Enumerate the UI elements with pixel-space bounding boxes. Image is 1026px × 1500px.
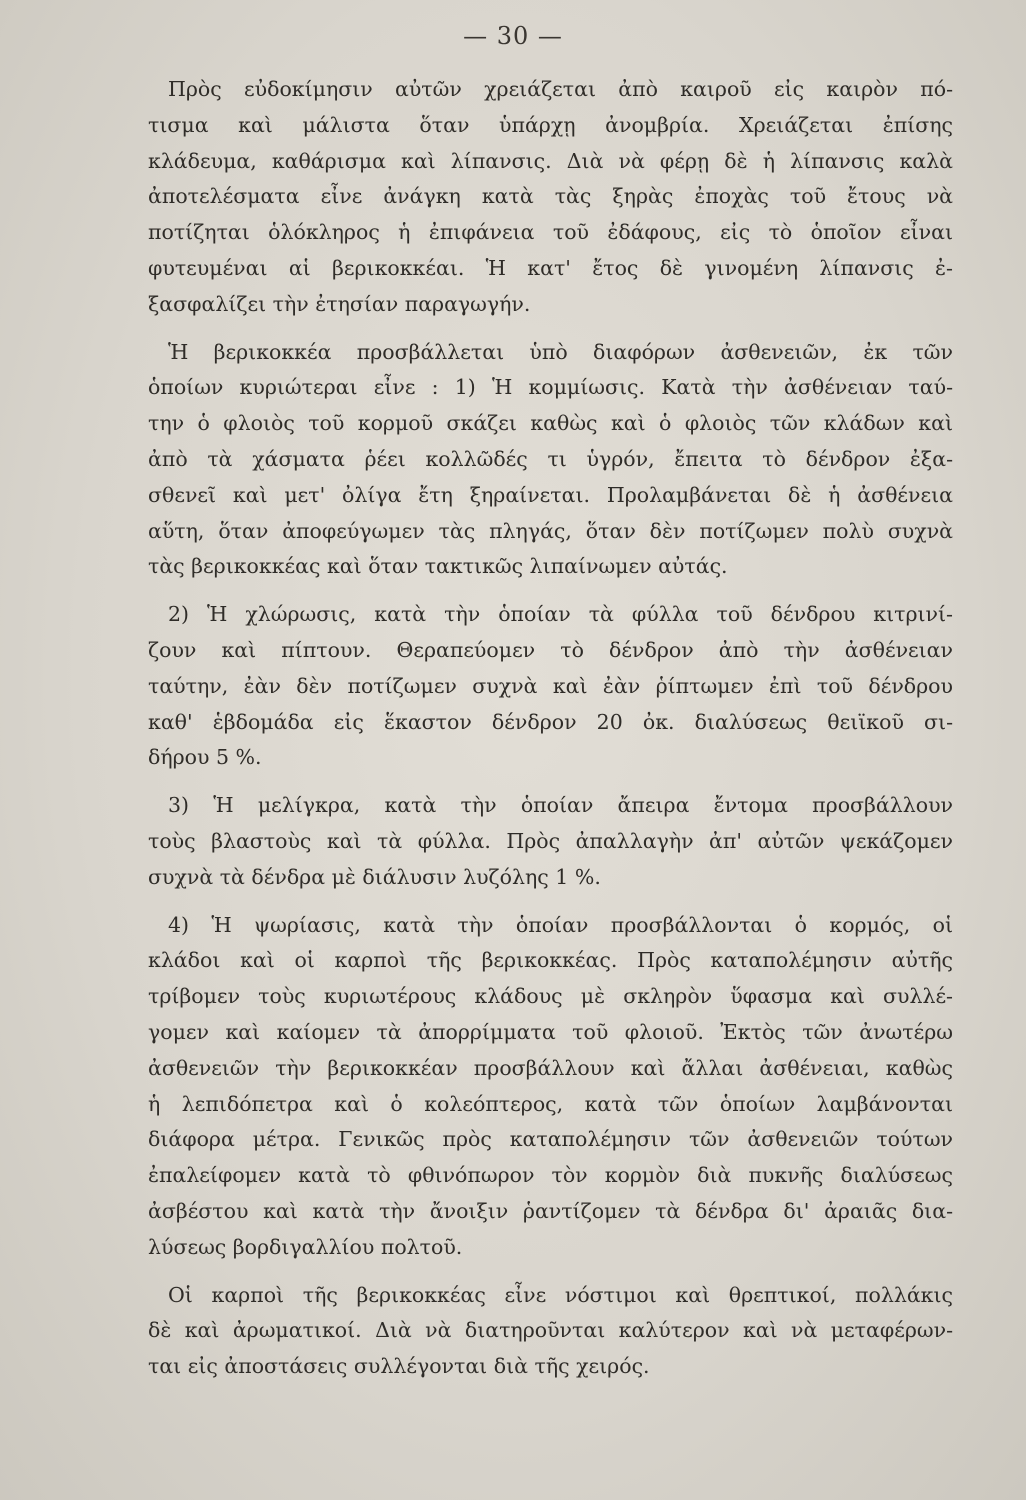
text-line: 2) Ἡ χλώρωσις, κατὰ τὴν ὁποίαν τὰ φύλλα τοῦ δένδρου κιτρινί-: [168, 602, 953, 627]
text-line: ξασφαλίζει τὴν ἐτησίαν παραγωγήν.: [148, 291, 531, 316]
paragraph-scab: [148, 908, 953, 1266]
text-line: κλάδευμα, καθάρισμα καὶ λίπανσις. Διὰ νὰ φέρῃ δὲ ἡ λίπανσις καλὰ: [148, 148, 953, 173]
text-line: 3) Ἡ μελίγκρα, κατὰ τὴν ὁποίαν ἄπειρα ἔντομα προσβάλλουν: [168, 793, 953, 818]
text-line: ἀσβέστου καὶ κατὰ τὴν ἄνοιξιν ῥαντίζομεν τὰ δένδρα δι' ἀραιᾶς δια-: [148, 1198, 953, 1223]
text-line: τρίβομεν τοὺς κυριωτέρους κλάδους μὲ σκληρὸν ὕφασμα καὶ συλλέ-: [148, 984, 953, 1009]
text-line: λύσεως βορδιγαλλίου πολτοῦ.: [148, 1234, 463, 1259]
text-line: δήρου 5 %.: [148, 745, 262, 770]
page-number: — 30 —: [463, 22, 563, 50]
text-line: ται εἰς ἀποστάσεις συλλέγονται διὰ τῆς χειρός.: [148, 1354, 650, 1379]
body-text: [148, 72, 953, 1385]
text-line: ἐπαλείφομεν κατὰ τὸ φθινόπωρον τὸν κορμὸν διὰ πυκνῆς διαλύσεως: [148, 1163, 953, 1188]
text-line: ταύτην, ἐὰν δὲν ποτίζωμεν συχνὰ καὶ ἐὰν ῥίπτωμεν ἐπὶ τοῦ δένδρου: [148, 673, 953, 698]
text-line: ἡ λεπιδόπετρα καὶ ὁ κολεόπτερος, κατὰ τῶν ὁποίων λαμβάνονται: [148, 1091, 953, 1116]
text-line: 4) Ἡ ψωρίασις, κατὰ τὴν ὁποίαν προσβάλλονται ὁ κορμός, οἱ: [168, 912, 953, 937]
text-line: τοὺς βλαστοὺς καὶ τὰ φύλλα. Πρὸς ἀπαλλαγὴν ἀπ' αὐτῶν ψεκάζομεν: [148, 828, 953, 853]
text-line: κλάδοι καὶ οἱ καρποὶ τῆς βερικοκκέας. Πρὸς καταπολέμησιν αὐτῆς: [148, 948, 953, 973]
text-line: αὕτη, ὅταν ἀποφεύγωμεν τὰς πληγάς, ὅταν δὲν ποτίζωμεν πολὺ συχνὰ: [148, 518, 953, 543]
text-line: τισμα καὶ μάλιστα ὅταν ὑπάρχῃ ἀνομβρία. Χρειάζεται ἐπίσης: [148, 112, 953, 137]
text-line: διάφορα μέτρα. Γενικῶς πρὸς καταπολέμησιν τῶν ἀσθενειῶν τούτων: [148, 1127, 953, 1152]
text-line: Οἱ καρποὶ τῆς βερικοκκέας εἶνε νόστιμοι καὶ θρεπτικοί, πολλάκις: [168, 1282, 953, 1307]
text-line: φυτευμέναι αἱ βερικοκκέαι. Ἡ κατ' ἔτος δὲ γινομένη λίπανσις ἐ-: [148, 255, 953, 280]
text-line: γομεν καὶ καίομεν τὰ ἀπορρίμματα τοῦ φλοιοῦ. Ἐκτὸς τῶν ἀνωτέρω: [148, 1019, 953, 1044]
paragraph-chlorosis: [148, 597, 953, 776]
text-line: ἀπὸ τὰ χάσματα ῥέει κολλῶδές τι ὑγρόν, ἔπειτα τὸ δένδρον ἐξα-: [148, 446, 953, 471]
paragraph-aphids: [148, 788, 953, 895]
text-line: την ὁ φλοιὸς τοῦ κορμοῦ σκάζει καθὼς καὶ ὁ φλοιὸς τῶν κλάδων καὶ: [148, 411, 953, 436]
paragraph-fruits: [148, 1278, 953, 1385]
text-line: ποτίζηται ὁλόκληρος ἡ ἐπιφάνεια τοῦ ἐδάφους, εἰς τὸ ὁποῖον εἶναι: [148, 220, 953, 245]
text-line: ἀποτελέσματα εἶνε ἀνάγκη κατὰ τὰς ξηρὰς ἐποχὰς τοῦ ἔτους νὰ: [148, 184, 953, 209]
text-line: Ἡ βερικοκκέα προσβάλλεται ὑπὸ διαφόρων ἀσθενειῶν, ἐκ τῶν: [168, 339, 953, 364]
text-line: ὁποίων κυριώτεραι εἶνε : 1) Ἡ κομμίωσις. Κατὰ τὴν ἀσθένειαν ταύ-: [148, 375, 953, 400]
text-line: σθενεῖ καὶ μετ' ὀλίγα ἔτη ξηραίνεται. Προλαμβάνεται δὲ ἡ ἀσθένεια: [148, 482, 953, 507]
text-line: συχνὰ τὰ δένδρα μὲ διάλυσιν λυζόλης 1 %.: [148, 864, 601, 889]
text-line: ἀσθενειῶν τὴν βερικοκκέαν προσβάλλουν καὶ ἄλλαι ἀσθένειαι, καθὼς: [148, 1055, 953, 1080]
text-line: τὰς βερικοκκέας καὶ ὅταν τακτικῶς λιπαίνωμεν αὐτάς.: [148, 554, 728, 579]
paragraph-diseases-gummosis: [148, 335, 953, 586]
text-line: ζουν καὶ πίπτουν. Θεραπεύομεν τὸ δένδρον ἀπὸ τὴν ἀσθένειαν: [148, 637, 953, 662]
text-line: Πρὸς εὐδοκίμησιν αὐτῶν χρειάζεται ἀπὸ καιροῦ εἰς καιρὸν πό-: [168, 77, 953, 101]
paragraph-care: [148, 72, 953, 323]
text-line: δὲ καὶ ἀρωματικοί. Διὰ νὰ διατηροῦνται καλύτερον καὶ νὰ μεταφέρων-: [148, 1318, 953, 1343]
text-line: καθ' ἑβδομάδα εἰς ἕκαστον δένδρον 20 ὀκ. διαλύσεως θειϊκοῦ σι-: [148, 709, 953, 734]
